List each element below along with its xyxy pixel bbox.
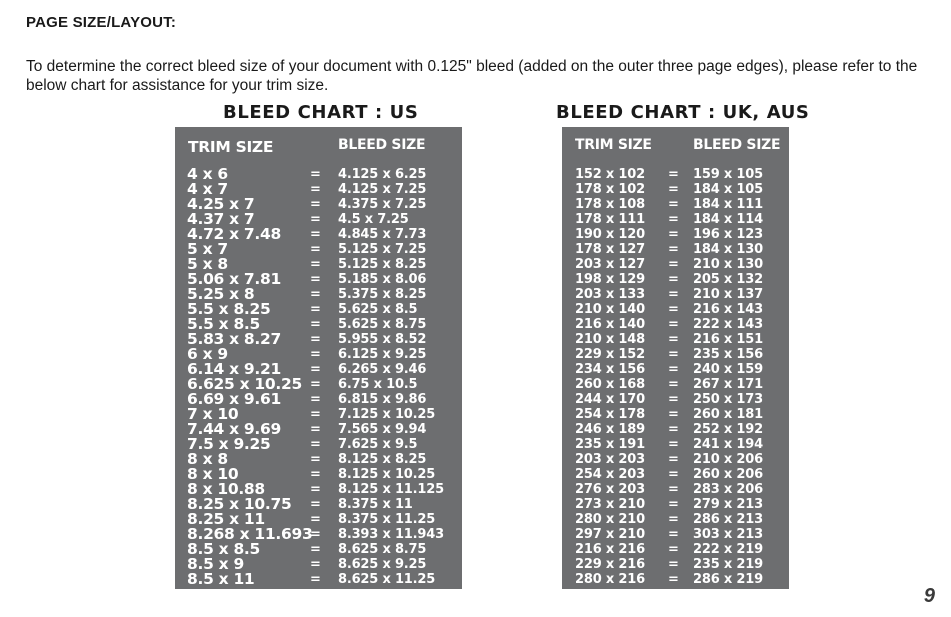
- us-equals-sign: =: [310, 527, 321, 542]
- us-bleed-size-cell: 4.5 x 7.25: [338, 212, 409, 227]
- uk-table-row: [562, 407, 789, 422]
- us-equals-sign: =: [310, 542, 321, 557]
- uk-trim-size-cell: 216 x 140: [575, 317, 645, 332]
- us-bleed-size-cell: 8.393 x 11.943: [338, 527, 444, 542]
- uk-equals-sign: =: [668, 302, 679, 317]
- uk-equals-sign: =: [668, 287, 679, 302]
- uk-equals-sign: =: [668, 257, 679, 272]
- intro-paragraph: To determine the correct bleed size of your document with 0.125" bleed (added on the outer three page edges), please refer to the below chart for assistance for your trim size.: [26, 58, 918, 94]
- uk-bleed-size-cell: 216 x 143: [693, 302, 763, 317]
- uk-bleed-size-cell: 260 x 206: [693, 467, 763, 482]
- us-trim-size-cell: 8 x 10: [187, 465, 239, 483]
- us-equals-sign: =: [310, 467, 321, 482]
- uk-equals-sign: =: [668, 332, 679, 347]
- us-bleed-size-cell: 5.375 x 8.25: [338, 287, 427, 302]
- us-table-rows: [175, 167, 462, 587]
- uk-bleed-size-cell: 205 x 132: [693, 272, 763, 287]
- us-bleed-table: [175, 127, 462, 589]
- us-trim-size-cell: 8.25 x 11: [187, 510, 265, 528]
- us-trim-size-cell: 8.268 x 11.693: [187, 525, 313, 543]
- page-number: 9: [923, 585, 935, 607]
- uk-trim-size-cell: 203 x 203: [575, 452, 645, 467]
- us-bleed-size-cell: 5.625 x 8.5: [338, 302, 418, 317]
- uk-equals-sign: =: [668, 317, 679, 332]
- uk-table-row: [562, 377, 789, 392]
- us-bleed-size-cell: 6.815 x 9.86: [338, 392, 427, 407]
- uk-bleed-size-cell: 241 x 194: [693, 437, 763, 452]
- us-equals-sign: =: [310, 452, 321, 467]
- uk-bleed-size-cell: 184 x 130: [693, 242, 763, 257]
- uk-equals-sign: =: [668, 572, 679, 587]
- us-equals-sign: =: [310, 512, 321, 527]
- uk-bleed-size-cell: 303 x 213: [693, 527, 763, 542]
- uk-equals-sign: =: [668, 527, 679, 542]
- us-trim-size-cell: 5.5 x 8.5: [187, 315, 261, 333]
- uk-bleed-size-cell: 210 x 137: [693, 287, 763, 302]
- uk-equals-sign: =: [668, 497, 679, 512]
- us-trim-size-cell: 8.5 x 11: [187, 570, 255, 588]
- uk-trim-size-cell: 178 x 127: [575, 242, 645, 257]
- us-trim-size-cell: 7 x 10: [187, 405, 239, 423]
- uk-bleed-size-cell: 252 x 192: [693, 422, 763, 437]
- us-trim-size-cell: 5.06 x 7.81: [187, 270, 281, 288]
- us-trim-size-cell: 5.25 x 8: [187, 285, 255, 303]
- uk-equals-sign: =: [668, 362, 679, 377]
- uk-table-row: [562, 197, 789, 212]
- uk-table-row: [562, 362, 789, 377]
- uk-equals-sign: =: [668, 482, 679, 497]
- uk-trim-size-cell: 229 x 152: [575, 347, 645, 362]
- us-trim-size-cell: 7.44 x 9.69: [187, 420, 281, 438]
- uk-trim-size-cell: 276 x 203: [575, 482, 645, 497]
- us-equals-sign: =: [310, 287, 321, 302]
- us-trim-size-cell: 4.72 x 7.48: [187, 225, 281, 243]
- us-equals-sign: =: [310, 227, 321, 242]
- uk-equals-sign: =: [668, 272, 679, 287]
- us-bleed-size-cell: 5.955 x 8.52: [338, 332, 427, 347]
- us-equals-sign: =: [310, 272, 321, 287]
- uk-table-row: [562, 527, 789, 542]
- uk-trim-size-cell: 152 x 102: [575, 167, 645, 182]
- uk-bleed-size-header: BLEED SIZE: [693, 137, 781, 153]
- uk-equals-sign: =: [668, 452, 679, 467]
- us-trim-size-cell: 5.83 x 8.27: [187, 330, 281, 348]
- us-bleed-size-cell: 7.625 x 9.5: [338, 437, 418, 452]
- us-trim-size-cell: 6.69 x 9.61: [187, 390, 281, 408]
- section-heading: PAGE SIZE/LAYOUT:: [26, 14, 177, 31]
- us-equals-sign: =: [310, 362, 321, 377]
- us-trim-size-cell: 8 x 10.88: [187, 480, 265, 498]
- uk-trim-size-cell: 254 x 178: [575, 407, 645, 422]
- uk-bleed-size-cell: 283 x 206: [693, 482, 763, 497]
- us-equals-sign: =: [310, 392, 321, 407]
- uk-trim-size-cell: 297 x 210: [575, 527, 645, 542]
- uk-equals-sign: =: [668, 422, 679, 437]
- uk-bleed-size-cell: 222 x 143: [693, 317, 763, 332]
- us-bleed-size-cell: 4.125 x 7.25: [338, 182, 427, 197]
- uk-chart-title: BLEED CHART : UK, AUS: [556, 102, 810, 123]
- uk-table-row: [562, 317, 789, 332]
- us-equals-sign: =: [310, 422, 321, 437]
- uk-bleed-size-cell: 216 x 151: [693, 332, 763, 347]
- us-equals-sign: =: [310, 377, 321, 392]
- uk-equals-sign: =: [668, 467, 679, 482]
- uk-equals-sign: =: [668, 557, 679, 572]
- us-trim-size-cell: 5.5 x 8.25: [187, 300, 271, 318]
- uk-table-row: [562, 182, 789, 197]
- us-equals-sign: =: [310, 257, 321, 272]
- uk-table-row: [562, 437, 789, 452]
- us-bleed-size-cell: 8.375 x 11.25: [338, 512, 436, 527]
- us-bleed-size-cell: 4.845 x 7.73: [338, 227, 427, 242]
- uk-bleed-size-cell: 235 x 219: [693, 557, 763, 572]
- us-bleed-size-cell: 5.625 x 8.75: [338, 317, 427, 332]
- us-equals-sign: =: [310, 302, 321, 317]
- uk-equals-sign: =: [668, 542, 679, 557]
- us-bleed-size-cell: 8.625 x 11.25: [338, 572, 436, 587]
- us-bleed-size-cell: 5.125 x 8.25: [338, 257, 427, 272]
- us-table-row: [175, 572, 462, 587]
- uk-trim-size-header: TRIM SIZE: [575, 137, 652, 153]
- us-trim-size-cell: 8.25 x 10.75: [187, 495, 292, 513]
- uk-table-row: [562, 227, 789, 242]
- uk-trim-size-cell: 216 x 216: [575, 542, 645, 557]
- uk-equals-sign: =: [668, 437, 679, 452]
- us-trim-size-cell: 4 x 6: [187, 165, 228, 183]
- uk-table-row: [562, 212, 789, 227]
- us-bleed-size-cell: 7.125 x 10.25: [338, 407, 436, 422]
- us-equals-sign: =: [310, 317, 321, 332]
- uk-equals-sign: =: [668, 392, 679, 407]
- us-trim-size-cell: 7.5 x 9.25: [187, 435, 271, 453]
- uk-trim-size-cell: 190 x 120: [575, 227, 645, 242]
- us-trim-size-cell: 8 x 8: [187, 450, 228, 468]
- uk-trim-size-cell: 246 x 189: [575, 422, 645, 437]
- us-equals-sign: =: [310, 212, 321, 227]
- uk-trim-size-cell: 210 x 140: [575, 302, 645, 317]
- us-bleed-size-cell: 8.625 x 8.75: [338, 542, 427, 557]
- us-equals-sign: =: [310, 167, 321, 182]
- uk-equals-sign: =: [668, 182, 679, 197]
- uk-table-row: [562, 332, 789, 347]
- us-equals-sign: =: [310, 347, 321, 362]
- us-trim-size-cell: 5 x 8: [187, 255, 228, 273]
- us-bleed-size-cell: 6.75 x 10.5: [338, 377, 418, 392]
- uk-trim-size-cell: 280 x 216: [575, 572, 645, 587]
- us-bleed-size-cell: 8.125 x 8.25: [338, 452, 427, 467]
- us-trim-size-cell: 5 x 7: [187, 240, 228, 258]
- uk-bleed-size-cell: 240 x 159: [693, 362, 763, 377]
- uk-trim-size-cell: 178 x 111: [575, 212, 645, 227]
- uk-table-row: [562, 242, 789, 257]
- us-trim-size-cell: 8.5 x 8.5: [187, 540, 261, 558]
- us-bleed-size-cell: 4.375 x 7.25: [338, 197, 427, 212]
- uk-table-row: [562, 167, 789, 182]
- us-equals-sign: =: [310, 182, 321, 197]
- us-equals-sign: =: [310, 557, 321, 572]
- us-bleed-size-cell: 8.375 x 11: [338, 497, 413, 512]
- uk-bleed-size-cell: 222 x 219: [693, 542, 763, 557]
- us-bleed-size-cell: 7.565 x 9.94: [338, 422, 427, 437]
- uk-bleed-size-cell: 286 x 213: [693, 512, 763, 527]
- uk-table-row: [562, 557, 789, 572]
- uk-table-row: [562, 257, 789, 272]
- uk-trim-size-cell: 234 x 156: [575, 362, 645, 377]
- uk-table-row: [562, 497, 789, 512]
- us-equals-sign: =: [310, 332, 321, 347]
- us-trim-size-cell: 4.37 x 7: [187, 210, 255, 228]
- us-trim-size-cell: 6.14 x 9.21: [187, 360, 281, 378]
- us-bleed-size-cell: 6.125 x 9.25: [338, 347, 427, 362]
- uk-bleed-size-cell: 260 x 181: [693, 407, 763, 422]
- us-equals-sign: =: [310, 497, 321, 512]
- us-bleed-size-cell: 8.125 x 10.25: [338, 467, 436, 482]
- uk-trim-size-cell: 198 x 129: [575, 272, 645, 287]
- us-equals-sign: =: [310, 242, 321, 257]
- uk-bleed-size-cell: 184 x 114: [693, 212, 763, 227]
- us-bleed-size-cell: 5.125 x 7.25: [338, 242, 427, 257]
- uk-equals-sign: =: [668, 242, 679, 257]
- us-equals-sign: =: [310, 437, 321, 452]
- uk-bleed-size-cell: 210 x 130: [693, 257, 763, 272]
- uk-table-row: [562, 482, 789, 497]
- uk-trim-size-cell: 280 x 210: [575, 512, 645, 527]
- us-trim-size-cell: 4 x 7: [187, 180, 228, 198]
- uk-table-row: [562, 572, 789, 587]
- uk-trim-size-cell: 178 x 102: [575, 182, 645, 197]
- uk-table-row: [562, 467, 789, 482]
- us-equals-sign: =: [310, 407, 321, 422]
- uk-bleed-size-cell: 184 x 111: [693, 197, 763, 212]
- uk-trim-size-cell: 244 x 170: [575, 392, 645, 407]
- uk-equals-sign: =: [668, 227, 679, 242]
- uk-table-row: [562, 287, 789, 302]
- uk-table-rows: [562, 167, 789, 587]
- us-equals-sign: =: [310, 572, 321, 587]
- us-trim-size-cell: 4.25 x 7: [187, 195, 255, 213]
- uk-trim-size-cell: 273 x 210: [575, 497, 645, 512]
- us-bleed-size-cell: 8.625 x 9.25: [338, 557, 427, 572]
- us-equals-sign: =: [310, 482, 321, 497]
- uk-bleed-size-cell: 196 x 123: [693, 227, 763, 242]
- uk-trim-size-cell: 260 x 168: [575, 377, 645, 392]
- uk-table-row: [562, 452, 789, 467]
- uk-bleed-size-cell: 235 x 156: [693, 347, 763, 362]
- us-trim-size-cell: 6.625 x 10.25: [187, 375, 302, 393]
- uk-bleed-size-cell: 279 x 213: [693, 497, 763, 512]
- uk-table-row: [562, 347, 789, 362]
- uk-trim-size-cell: 254 x 203: [575, 467, 645, 482]
- us-equals-sign: =: [310, 197, 321, 212]
- uk-bleed-size-cell: 184 x 105: [693, 182, 763, 197]
- uk-trim-size-cell: 229 x 216: [575, 557, 645, 572]
- us-bleed-size-cell: 4.125 x 6.25: [338, 167, 427, 182]
- uk-equals-sign: =: [668, 347, 679, 362]
- us-chart-title: BLEED CHART : US: [223, 102, 419, 123]
- uk-table-row: [562, 392, 789, 407]
- uk-bleed-size-cell: 286 x 219: [693, 572, 763, 587]
- uk-trim-size-cell: 203 x 133: [575, 287, 645, 302]
- uk-bleed-size-cell: 210 x 206: [693, 452, 763, 467]
- uk-equals-sign: =: [668, 212, 679, 227]
- uk-table-row: [562, 272, 789, 287]
- uk-trim-size-cell: 203 x 127: [575, 257, 645, 272]
- us-bleed-size-cell: 6.265 x 9.46: [338, 362, 427, 377]
- uk-table-row: [562, 422, 789, 437]
- uk-table-row: [562, 302, 789, 317]
- us-bleed-size-cell: 8.125 x 11.125: [338, 482, 444, 497]
- uk-bleed-size-cell: 250 x 173: [693, 392, 763, 407]
- us-trim-size-cell: 6 x 9: [187, 345, 228, 363]
- uk-equals-sign: =: [668, 407, 679, 422]
- uk-trim-size-cell: 178 x 108: [575, 197, 645, 212]
- uk-equals-sign: =: [668, 197, 679, 212]
- uk-bleed-size-cell: 267 x 171: [693, 377, 763, 392]
- us-trim-size-cell: 8.5 x 9: [187, 555, 244, 573]
- uk-equals-sign: =: [668, 512, 679, 527]
- us-bleed-size-cell: 5.185 x 8.06: [338, 272, 427, 287]
- uk-table-row: [562, 542, 789, 557]
- uk-equals-sign: =: [668, 377, 679, 392]
- us-bleed-size-header: BLEED SIZE: [338, 137, 426, 153]
- us-trim-size-header: TRIM SIZE: [188, 138, 274, 156]
- uk-bleed-size-cell: 159 x 105: [693, 167, 763, 182]
- uk-bleed-table: [562, 127, 789, 589]
- uk-trim-size-cell: 210 x 148: [575, 332, 645, 347]
- uk-trim-size-cell: 235 x 191: [575, 437, 645, 452]
- uk-table-row: [562, 512, 789, 527]
- uk-equals-sign: =: [668, 167, 679, 182]
